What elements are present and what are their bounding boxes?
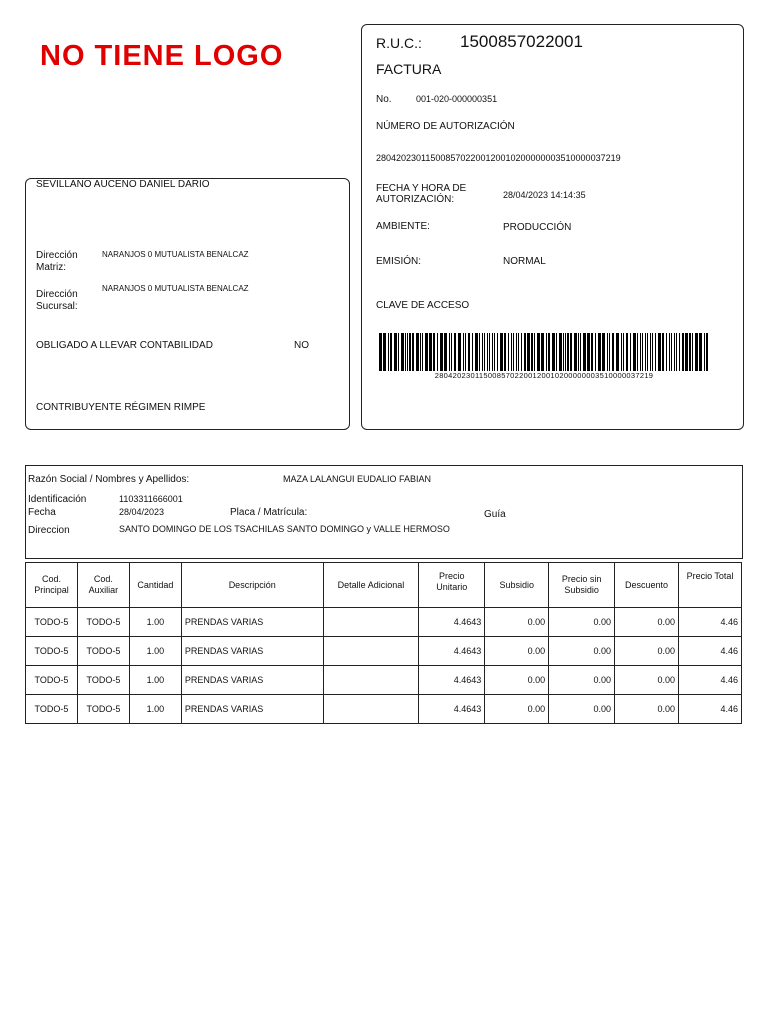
cell-cantidad: 1.00: [129, 608, 181, 637]
fecha-autorizacion-value: 28/04/2023 14:14:35: [503, 190, 586, 200]
cell-descripcion: PRENDAS VARIAS: [181, 695, 323, 724]
emision-label: EMISIÓN:: [376, 256, 422, 267]
cell-precio-total: 4.46: [679, 608, 742, 637]
ambiente-value: PRODUCCIÓN: [503, 222, 572, 233]
cell-cod-auxiliar: TODO-5: [77, 695, 129, 724]
placa-label: Placa / Matrícula:: [230, 507, 308, 518]
cell-precio-unitario: 4.4643: [419, 637, 485, 666]
invoice-number: 001-020-000000351: [416, 94, 498, 104]
cell-precio-unitario: 4.4643: [419, 695, 485, 724]
invoice-no-label: No.: [376, 94, 392, 105]
cell-detalle-adicional: [323, 608, 419, 637]
fecha-label: Fecha: [28, 507, 56, 518]
cell-subsidio: 0.00: [485, 637, 549, 666]
cell-subsidio: 0.00: [485, 608, 549, 637]
header-precio-unitario: Precio Unitario: [419, 563, 485, 608]
header-detalle-adicional: Detalle Adicional: [323, 563, 419, 608]
cell-subsidio: 0.00: [485, 666, 549, 695]
cell-precio-sin-subsidio: 0.00: [549, 637, 615, 666]
cell-detalle-adicional: [323, 637, 419, 666]
cell-cantidad: 1.00: [129, 666, 181, 695]
logo-placeholder: NO TIENE LOGO: [40, 40, 284, 72]
barcode-image: [379, 333, 709, 371]
cell-precio-unitario: 4.4643: [419, 666, 485, 695]
contabilidad-value: NO: [294, 340, 309, 351]
cell-descuento: 0.00: [615, 608, 679, 637]
cell-cantidad: 1.00: [129, 637, 181, 666]
table-header-row: [26, 563, 742, 608]
cell-descuento: 0.00: [615, 666, 679, 695]
barcode: [379, 333, 709, 373]
cell-cod-auxiliar: TODO-5: [77, 666, 129, 695]
cell-precio-unitario: 4.4643: [419, 608, 485, 637]
table-row: [26, 695, 742, 724]
table-row: [26, 608, 742, 637]
header-cantidad: Cantidad: [129, 563, 181, 608]
cell-cod-auxiliar: TODO-5: [77, 608, 129, 637]
table-row: [26, 637, 742, 666]
cell-descripcion: PRENDAS VARIAS: [181, 666, 323, 695]
fecha-autorizacion-label: FECHA Y HORA DE AUTORIZACIÓN:: [376, 183, 467, 205]
header-cod-auxiliar: Cod. Auxiliar: [77, 563, 129, 608]
cell-detalle-adicional: [323, 666, 419, 695]
contabilidad-label: OBLIGADO A LLEVAR CONTABILIDAD: [36, 340, 213, 351]
emision-value: NORMAL: [503, 256, 546, 267]
cell-cod-principal: TODO-5: [26, 695, 78, 724]
cell-cod-principal: TODO-5: [26, 608, 78, 637]
header-cod-principal: Cod. Principal: [26, 563, 78, 608]
cell-detalle-adicional: [323, 695, 419, 724]
items-table: [25, 562, 742, 724]
cell-precio-total: 4.46: [679, 695, 742, 724]
cell-precio-sin-subsidio: 0.00: [549, 608, 615, 637]
direccion-matriz-label: Dirección Matriz:: [36, 250, 78, 273]
cell-subsidio: 0.00: [485, 695, 549, 724]
direccion-sucursal-label: Dirección Sucursal:: [36, 289, 78, 312]
header-precio-sin-subsidio: Precio sin Subsidio: [549, 563, 615, 608]
cell-descuento: 0.00: [615, 695, 679, 724]
cell-descripcion: PRENDAS VARIAS: [181, 637, 323, 666]
cell-cantidad: 1.00: [129, 695, 181, 724]
header-descripcion: Descripción: [181, 563, 323, 608]
ruc-label: R.U.C.:: [376, 35, 422, 51]
identificacion-value: 1103311666001: [119, 494, 183, 504]
cell-precio-sin-subsidio: 0.00: [549, 695, 615, 724]
direccion-matriz-value: NARANJOS 0 MUTUALISTA BENALCAZ: [102, 250, 249, 259]
cell-descripcion: PRENDAS VARIAS: [181, 608, 323, 637]
cell-cod-auxiliar: TODO-5: [77, 637, 129, 666]
cell-cod-principal: TODO-5: [26, 637, 78, 666]
fecha-value: 28/04/2023: [119, 507, 165, 517]
cell-precio-total: 4.46: [679, 637, 742, 666]
issuer-name: SEVILLANO AUCENO DANIEL DARIO: [36, 179, 210, 190]
autorizacion-label: NÚMERO DE AUTORIZACIÓN: [376, 121, 515, 132]
direccion-value: SANTO DOMINGO DE LOS TSACHILAS SANTO DOMINGO y VALLE HERMOSO: [119, 524, 450, 534]
regimen-label: CONTRIBUYENTE RÉGIMEN RIMPE: [36, 402, 206, 413]
header-descuento: Descuento: [615, 563, 679, 608]
direccion-label: Direccion: [28, 525, 70, 536]
ruc-value: 1500857022001: [460, 32, 583, 51]
direccion-sucursal-value: NARANJOS 0 MUTUALISTA BENALCAZ: [102, 284, 249, 293]
razon-social-value: MAZA LALANGUI EUDALIO FABIAN: [283, 474, 432, 484]
cell-precio-total: 4.46: [679, 666, 742, 695]
razon-social-label: Razón Social / Nombres y Apellidos:: [28, 474, 190, 485]
doc-type: FACTURA: [376, 61, 442, 77]
cell-precio-sin-subsidio: 0.00: [549, 666, 615, 695]
ambiente-label: AMBIENTE:: [376, 221, 430, 232]
autorizacion-number: 2804202301150085702200120010200000003510000037219: [376, 153, 621, 163]
header-subsidio: Subsidio: [485, 563, 549, 608]
identificacion-label: Identificación: [28, 494, 87, 505]
cell-descuento: 0.00: [615, 637, 679, 666]
guia-label: Guía: [484, 509, 506, 520]
clave-acceso-label: CLAVE DE ACCESO: [376, 300, 470, 311]
cell-cod-principal: TODO-5: [26, 666, 78, 695]
header-precio-total: Precio Total: [679, 563, 742, 608]
barcode-digits: 2804202301150085702200120010200000003510000037219: [434, 371, 654, 380]
table-row: [26, 666, 742, 695]
